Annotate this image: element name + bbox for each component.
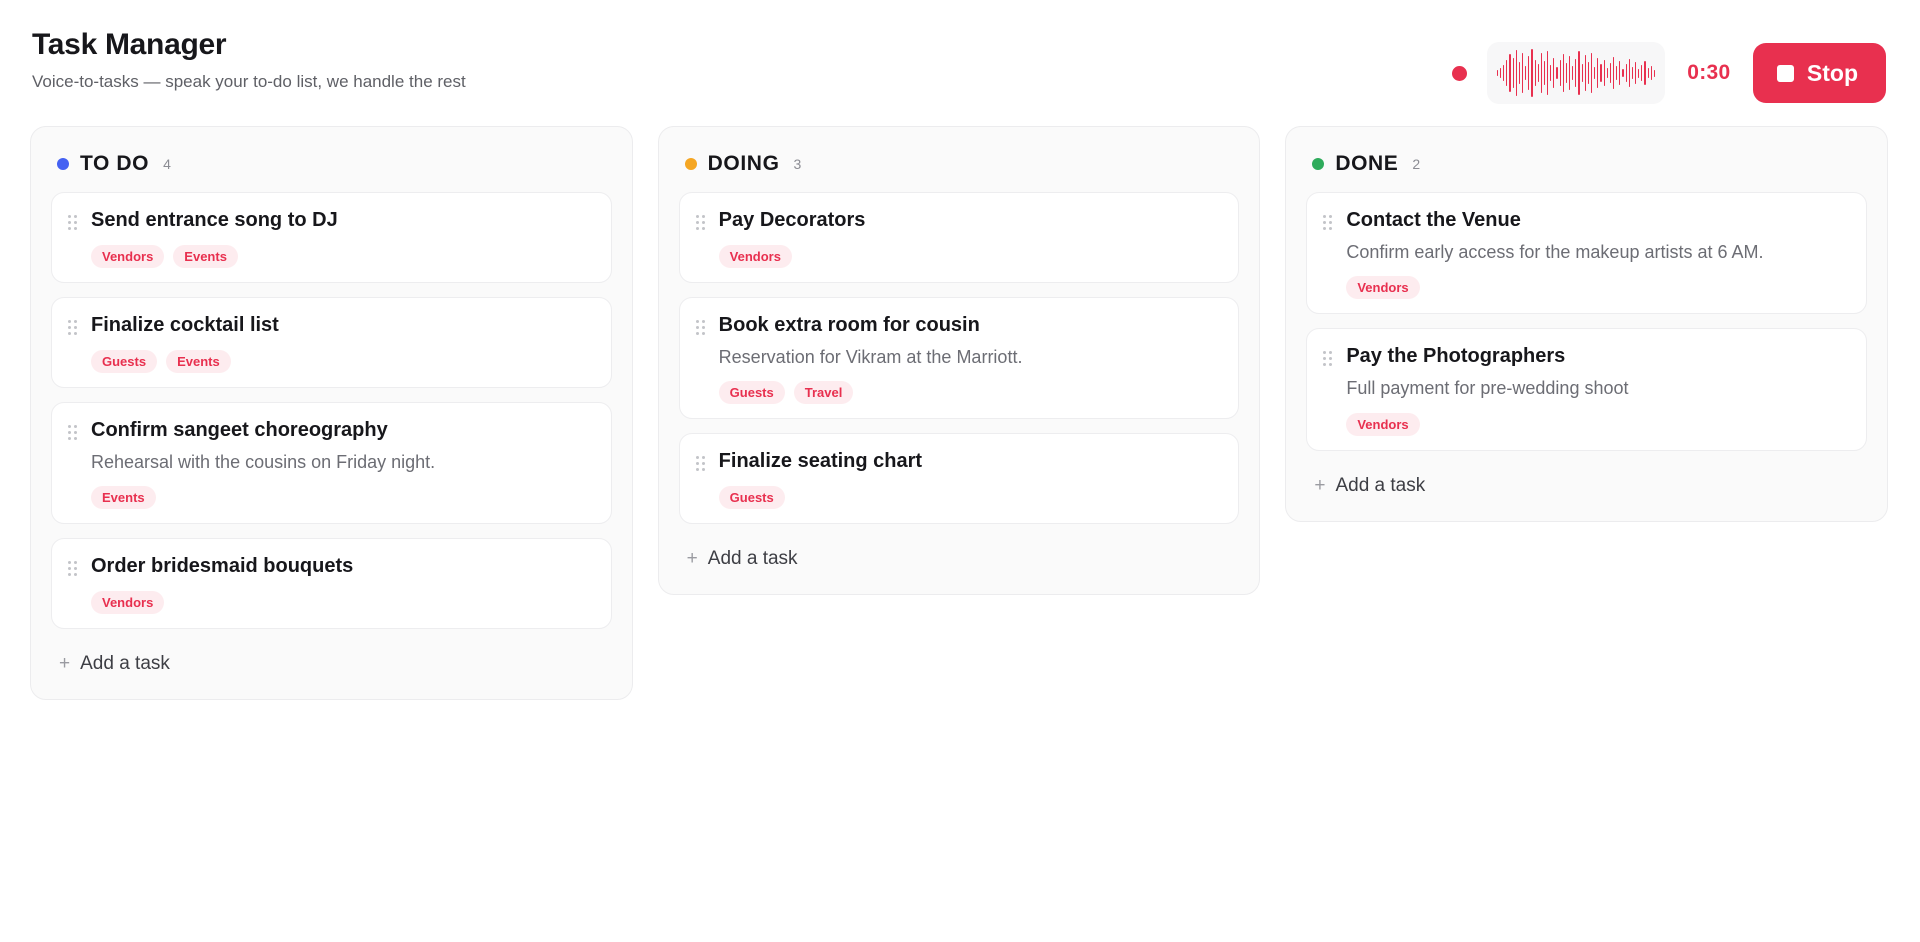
drag-handle-icon[interactable] — [696, 208, 708, 230]
add-task-button-doing[interactable] — [679, 538, 1240, 572]
add-task-label: Add a task — [707, 548, 798, 570]
add-task-label: Add a task — [80, 653, 170, 675]
column-todo — [30, 126, 633, 700]
stop-button-label: Stop — [1806, 59, 1858, 86]
task-card-body — [91, 418, 595, 509]
column-count-badge: 2 — [1412, 156, 1421, 172]
plus-icon: + — [1314, 474, 1326, 496]
drag-handle-icon[interactable] — [1323, 208, 1335, 230]
task-tags — [719, 486, 1223, 509]
task-card[interactable] — [679, 192, 1240, 283]
task-tags — [91, 245, 595, 268]
drag-handle-icon[interactable] — [68, 313, 80, 335]
task-description: Full payment for pre-wedding shoot — [1346, 378, 1629, 399]
plus-icon: + — [686, 548, 698, 570]
task-title: Order bridesmaid bouquets — [91, 555, 354, 578]
app-header — [0, 0, 1920, 104]
task-tag[interactable]: Vendors — [1346, 413, 1419, 436]
task-title: Finalize seating chart — [718, 450, 923, 473]
task-tag[interactable]: Travel — [794, 381, 854, 404]
task-tag[interactable]: Guests — [719, 381, 785, 404]
task-card-body — [91, 554, 595, 614]
task-tag[interactable]: Guests — [91, 350, 157, 373]
add-task-label: Add a task — [1335, 474, 1426, 496]
task-title: Pay the Photographers — [1346, 345, 1566, 368]
recording-indicator-icon — [1452, 66, 1467, 81]
recording-timer: 0:30 — [1687, 61, 1731, 84]
drag-handle-icon[interactable] — [696, 313, 708, 335]
task-card[interactable] — [51, 402, 612, 524]
task-tag[interactable]: Vendors — [719, 245, 792, 268]
column-header-done — [1306, 147, 1867, 192]
drag-handle-icon[interactable] — [1323, 344, 1335, 366]
task-card[interactable] — [1306, 328, 1867, 450]
column-doing — [658, 126, 1261, 595]
column-count-badge: 3 — [793, 156, 802, 172]
drag-handle-icon[interactable] — [68, 554, 80, 576]
task-card[interactable] — [1306, 192, 1867, 314]
task-title: Confirm sangeet choreography — [91, 419, 388, 441]
task-tag[interactable]: Vendors — [91, 245, 164, 268]
column-done — [1285, 126, 1888, 522]
task-card-body — [719, 313, 1223, 404]
task-tag[interactable]: Events — [91, 486, 156, 509]
task-card-body — [719, 208, 1223, 268]
task-card-body — [1346, 344, 1850, 435]
task-tag[interactable]: Events — [166, 350, 231, 373]
task-tags — [719, 381, 1223, 404]
task-card-body — [91, 313, 595, 373]
task-card-body — [1346, 208, 1850, 299]
status-dot-icon — [57, 158, 69, 170]
kanban-board — [0, 104, 1920, 700]
task-tags — [91, 591, 595, 614]
task-card-body — [91, 208, 595, 268]
page-subtitle: Voice-to-tasks — speak your to-do list, we handle the rest — [32, 71, 466, 91]
voice-recorder-controls — [1452, 28, 1886, 104]
column-title: TO DO — [80, 152, 150, 175]
task-tags — [91, 350, 595, 373]
audio-waveform — [1487, 42, 1665, 104]
task-card-body — [719, 449, 1223, 509]
drag-handle-icon[interactable] — [696, 449, 708, 471]
page-title: Task Manager — [32, 28, 227, 61]
add-task-button-done[interactable] — [1306, 465, 1867, 499]
status-dot-icon — [1312, 158, 1324, 170]
task-card[interactable] — [679, 433, 1240, 524]
column-header-doing — [679, 147, 1240, 192]
task-tag[interactable]: Events — [173, 245, 238, 268]
task-tags — [1346, 276, 1850, 299]
task-card[interactable] — [51, 297, 612, 388]
task-tags — [719, 245, 1223, 268]
stop-square-icon — [1777, 65, 1794, 82]
task-tag[interactable]: Vendors — [91, 591, 164, 614]
plus-icon: + — [59, 653, 71, 675]
task-card[interactable] — [679, 297, 1240, 419]
task-title: Book extra room for cousin — [718, 314, 980, 336]
status-dot-icon — [685, 158, 697, 170]
task-tag[interactable]: Vendors — [1346, 276, 1419, 299]
task-title: Finalize cocktail list — [91, 314, 279, 336]
column-title: DOING — [707, 152, 780, 175]
stop-recording-button[interactable] — [1753, 43, 1886, 103]
task-card[interactable] — [51, 538, 612, 629]
task-title: Contact the Venue — [1346, 209, 1521, 231]
column-header-todo — [51, 147, 612, 192]
task-tags — [91, 486, 595, 509]
task-description: Rehearsal with the cousins on Friday night. — [91, 452, 436, 472]
drag-handle-icon[interactable] — [68, 208, 80, 230]
task-title: Send entrance song to DJ — [91, 209, 338, 231]
task-title: Pay Decorators — [718, 209, 866, 231]
task-description: Confirm early access for the makeup artists at 6 AM. — [1346, 242, 1764, 262]
column-count-badge: 4 — [163, 156, 171, 172]
task-tags — [1346, 413, 1850, 436]
column-title: DONE — [1335, 152, 1399, 175]
header-text-group — [32, 28, 466, 92]
add-task-button-todo[interactable] — [51, 643, 612, 677]
task-tag[interactable]: Guests — [719, 486, 785, 509]
task-card[interactable] — [51, 192, 612, 283]
task-description: Reservation for Vikram at the Marriott. — [718, 347, 1023, 367]
drag-handle-icon[interactable] — [68, 418, 80, 440]
